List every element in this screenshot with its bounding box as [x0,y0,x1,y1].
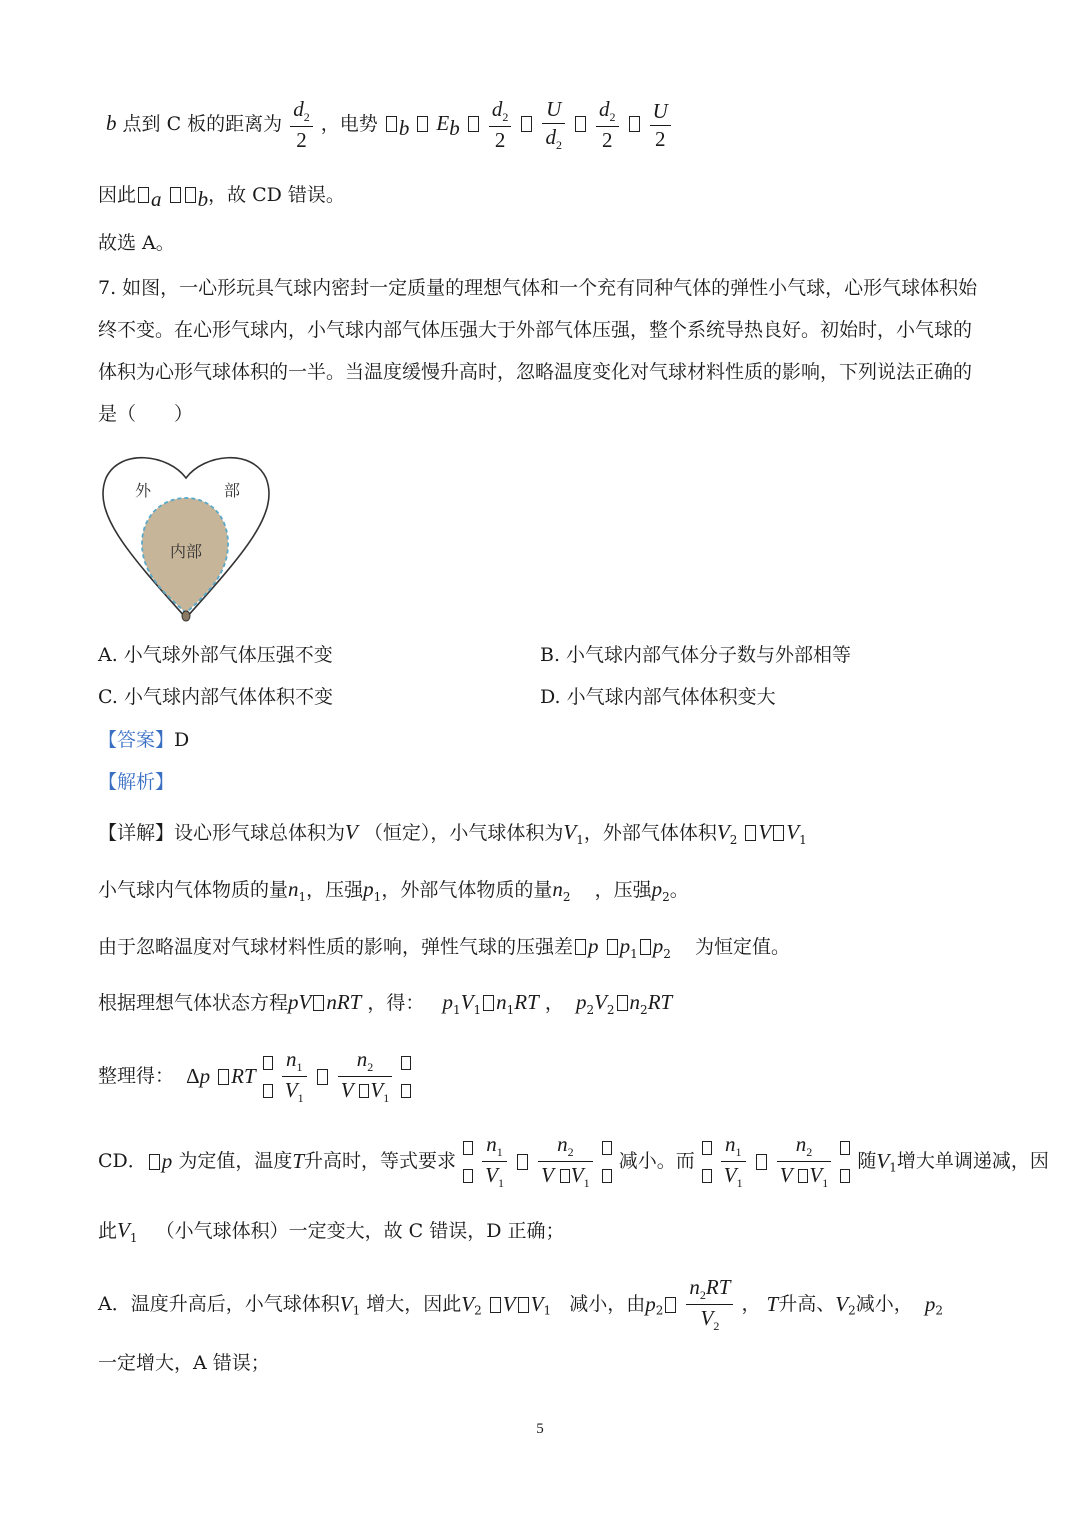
analysis-tag: 【解析】 [98,771,175,793]
placeholder-box [386,116,397,132]
placeholder-box [521,116,532,132]
placeholder-box [417,116,428,132]
question-line-4: 是（ ） [98,403,194,425]
detail-line-3: 由于忽略温度对气球材料性质的影响，弹性气球的压强差 p $p_1$ $p_2$ 为恒定值。 [98,934,791,961]
line-choose-a: 故选 A。 [98,232,175,254]
placeholder-box [468,116,479,132]
page-number: 5 [536,1421,544,1437]
label-inner: 内部 [170,542,203,561]
detail-line-4: 根据理想气体状态方程pV nRT ，得： $p_1V_1$ $n_1RT$ ， $p_2V_2$ $n_2RT$ [98,990,673,1017]
detail-line-2: 小气球内气体物质的量$n_1$，压强$p_1$，外部气体物质的量$n_2$ ，压强$p_2$。 [98,877,689,904]
detail-line-cd-2: 此$V_1$ （小气球体积）一定变大，故 C 错误，D 正确； [98,1218,565,1245]
frac-U-over-2: $\frac{U}{2}$ [650,100,671,151]
line-b-distance: b 点到 C 板的距离为 $\frac{d_2}{2}$ ，电势 $_b$ $E_b$ $\frac{d_2}{2}$ $\frac{U}{d_2}$ $\frac{d_2}{2}$ $\frac{U}{2}$ [106,98,673,152]
option-c: C. 小气球内部气体体积不变 [98,686,333,708]
balloon-knot [182,611,190,621]
frac-d2-over-2-c: $\frac{d_2}{2}$ [596,98,619,152]
frac-d2-over-2: $\frac{d_2}{2}$ [290,98,313,152]
option-a: A. 小气球外部气体压强不变 [98,644,333,666]
placeholder-box [629,116,640,132]
detail-line-1: 【详解】设心形气球总体积为V （恒定），小气球体积为$V_1$，外部气体体积$V_2$ V $V_1$ [98,820,807,847]
frac-d2-over-2-b: $\frac{d_2}{2}$ [489,98,512,152]
question-line-2: 终不变。在心形气球内，小气球内部气体压强大于外部气体压强，整个系统导热良好。初始时，小气球的 [98,319,973,341]
placeholder-box [575,116,586,132]
detail-line-a-2: 一定增大，A 错误； [98,1352,270,1374]
question-line-1: 7. 如图，一心形玩具气球内密封一定质量的理想气体和一个充有同种气体的弹性小气球，心形气球体积始 [98,277,978,299]
answer-tag: 【答案】 [98,729,175,751]
label-outer-1: 外 [135,481,152,500]
answer-line [98,731,189,750]
text-distance: 点到 C 板的距离为 [122,113,283,136]
label-outer-2: 部 [224,481,241,500]
question-line-3: 体积为心形气球体积的一半。当温度缓慢升高时，忽略温度变化对气球材料性质的影响，下列说法正确的 [98,361,973,383]
line-conclusion-cd: 因此 $_a$ $_b$，故 CD 错误。 [98,184,345,211]
text-potential: ，电势 [320,113,378,136]
answer-value: D [174,729,190,751]
option-d: D. 小气球内部气体体积变大 [540,686,776,708]
var-b: b [106,111,117,136]
detail-line-5: 整理得： Δp RT $\frac{n_1}{V_1}$ $\frac{n_2}{V V_1}$ [98,1048,412,1105]
frac-U-over-d2: $\frac{U}{d_2}$ [542,98,565,152]
option-b: B. 小气球内部气体分子数与外部相等 [540,644,852,666]
detail-line-a: A．温度升高后，小气球体积$V_1$ 增大，因此$V_2$ V $V_1$ 减小，由$p_2$ $\frac{n_2RT}{V_2}$ ， T升高、$V_2$减小， $p_2$ [98,1275,943,1334]
detail-line-cd: CD． p 为定值，温度T升高时，等式要求 $\frac{n_1}{V_1}$ $\frac{n_2}{V V_1}$ 减小。而 $\frac{n_1}{V_1}$ $\frac{n_2}{V V_1}$ 随$V_1$增大单调递减，因 [98,1132,1049,1191]
var-E: E [436,111,450,136]
heart-balloon-figure [98,448,278,628]
analysis-tag-line [98,773,174,792]
